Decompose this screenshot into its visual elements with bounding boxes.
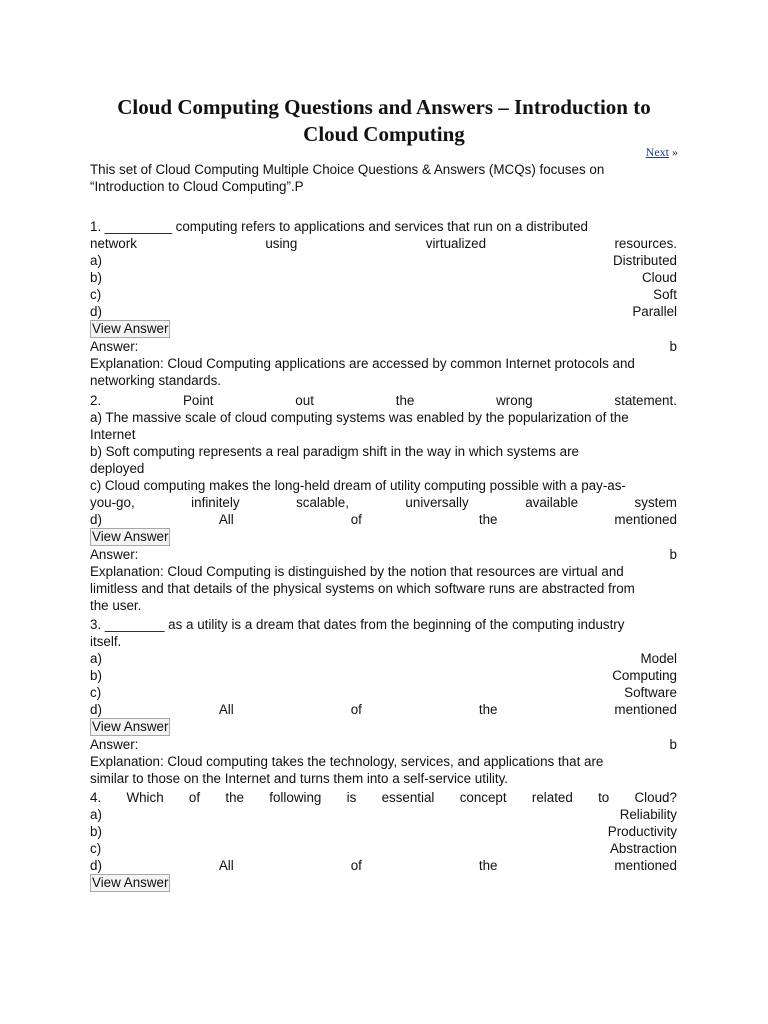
q3-explanation-1: Explanation: Cloud computing takes the technology, services, and applications that are — [90, 754, 604, 769]
q4-option-b: b) Productivity — [90, 824, 677, 839]
q4-line: 4. Which of the following is essential concept related to Cloud? — [90, 790, 677, 805]
next-arrow-icon: » — [672, 145, 678, 159]
q1-line-2: network using virtualized resources. — [90, 236, 677, 251]
question-4 — [90, 789, 677, 892]
q1-explanation-2: networking standards. — [90, 373, 222, 388]
q3-answer: Answer: b — [90, 737, 677, 752]
q1-option-d: d) Parallel — [90, 304, 677, 319]
q2-option-c-1: c) Cloud computing makes the long-held dream of utility computing possible with a pay-as- — [90, 478, 626, 493]
q2-option-b-1: b) Soft computing represents a real paradigm shift in the way in which systems are — [90, 444, 579, 459]
question-2 — [90, 392, 677, 614]
next-nav — [646, 145, 678, 160]
intro-text — [90, 161, 677, 195]
q2-view-answer-button[interactable]: View Answer — [92, 529, 169, 544]
q3-option-b: b) Computing — [90, 668, 677, 683]
q3-option-a: a) Model — [90, 651, 677, 666]
q3-line-1: 3. ________ as a utility is a dream that dates from the beginning of the computing industry — [90, 617, 625, 632]
q2-option-b-2: deployed — [90, 461, 145, 476]
q2-option-d: d) All of the mentioned — [90, 512, 677, 527]
q3-option-c: c) Software — [90, 685, 677, 700]
q4-view-answer-button[interactable]: View Answer — [92, 875, 169, 890]
q4-option-d: d) All of the mentioned — [90, 858, 677, 873]
q2-explanation-3: the user. — [90, 598, 142, 613]
intro-line-2: “Introduction to Cloud Computing”.P — [90, 179, 304, 194]
q4-option-a: a) Reliability — [90, 807, 677, 822]
next-link[interactable]: Next — [645, 145, 669, 159]
title-line-2: Cloud Computing — [303, 122, 465, 146]
q1-answer: Answer: b — [90, 339, 677, 354]
q2-option-a-1: a) The massive scale of cloud computing systems was enabled by the popularization of the — [90, 410, 629, 425]
q1-line-1: 1. _________ computing refers to applications and services that run on a distributed — [90, 219, 588, 234]
q1-option-c: c) Soft — [90, 287, 677, 302]
q2-option-c-2: you-go, infinitely scalable, universally available system — [90, 495, 677, 510]
q2-answer: Answer: b — [90, 547, 677, 562]
q3-explanation-2: similar to those on the Internet and turns them into a self-service utility. — [90, 771, 509, 786]
q1-option-a: a) Distributed — [90, 253, 677, 268]
q3-line-2: itself. — [90, 634, 122, 649]
q1-view-answer-button[interactable]: View Answer — [92, 321, 169, 336]
q3-option-d: d) All of the mentioned — [90, 702, 677, 717]
q3-view-answer-button[interactable]: View Answer — [92, 719, 169, 734]
q1-explanation-1: Explanation: Cloud Computing applications are accessed by common Internet protocols and — [90, 356, 635, 371]
q2-explanation-2: limitless and that details of the physical systems on which software runs are abstracted from — [90, 581, 635, 596]
question-1 — [90, 218, 677, 389]
intro-line-1: This set of Cloud Computing Multiple Choice Questions & Answers (MCQs) focuses on — [90, 162, 605, 177]
q4-option-c: c) Abstraction — [90, 841, 677, 856]
q2-line: 2. Point out the wrong statement. — [90, 393, 677, 408]
q2-explanation-1: Explanation: Cloud Computing is distinguished by the notion that resources are virtual and — [90, 564, 624, 579]
title-line-1: Cloud Computing Questions and Answers – Introduction to — [117, 95, 651, 119]
q2-option-a-2: Internet — [90, 427, 136, 442]
q1-option-b: b) Cloud — [90, 270, 677, 285]
page-title — [60, 94, 708, 148]
question-3 — [90, 616, 677, 787]
